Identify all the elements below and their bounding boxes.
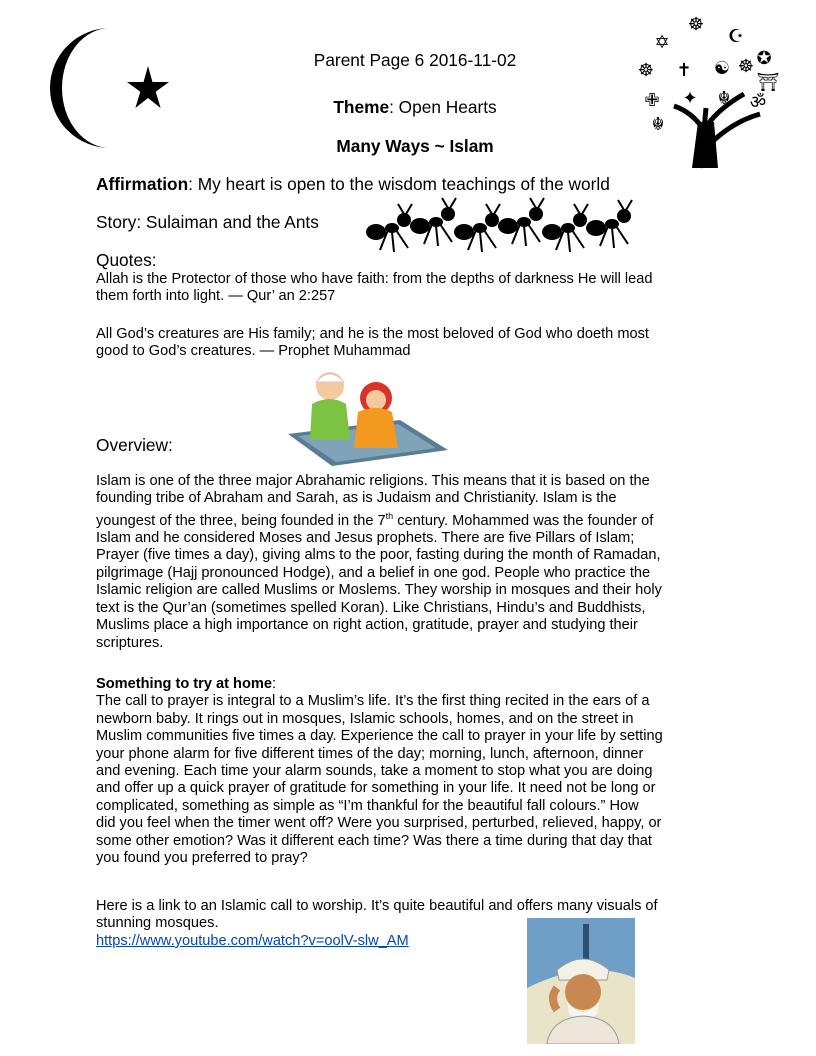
link-intro-line-2: stunning mosques. — [96, 915, 219, 932]
overview-line: Muslims place a high importance on right action, gratitude, prayer and studying their — [96, 617, 638, 634]
home-line: and offer up a quick prayer of gratitude for something in your life. It need not be long or — [96, 780, 656, 797]
svg-text:✡: ✡ — [654, 32, 670, 53]
overview-line: founding tribe of Abraham and Sarah, as is Judaism and Christianity. Islam is the — [96, 490, 617, 507]
theme-value: : Open Hearts — [389, 97, 497, 117]
affirmation-label: Affirmation — [96, 174, 189, 194]
praying-children-icon — [280, 364, 450, 468]
home-line: did you feel when the timer went off? Were you surprised, perturbed, relieved, happy, or — [96, 815, 662, 832]
quote-1 — [96, 271, 756, 306]
svg-text:☬: ☬ — [651, 114, 665, 135]
youtube-link[interactable]: https://www.youtube.com/watch?v=oolV-slw_AM — [96, 932, 409, 949]
affirmation-line — [96, 174, 776, 195]
svg-text:☯: ☯ — [713, 58, 731, 79]
svg-text:✝: ✝ — [676, 60, 692, 81]
religions-tree-icon — [632, 12, 792, 172]
home-section — [96, 676, 766, 867]
quote-2 — [96, 326, 756, 361]
page-subtitle: Many Ways ~ Islam — [336, 136, 494, 156]
home-line: Muslim communities five times a day. Experience the call to prayer in your life by setting — [96, 728, 663, 745]
theme-line — [270, 97, 560, 118]
link-section — [96, 898, 766, 950]
link-intro-line-1: Here is a link to an Islamic call to worship. It’s quite beautiful and offers many visuals of — [96, 898, 658, 914]
svg-text:✪: ✪ — [756, 48, 772, 69]
overview-line: pilgrimage (Hajj pronounced Hodge), and a belief in one god. People who practice the — [96, 564, 651, 581]
overview-line: Prayer (five times a day), giving alms to the poor, fasting during the month of Ramadan, — [96, 547, 661, 564]
quote-1-line-2: them forth into light. — Qur’ an 2:257 — [96, 288, 336, 305]
overview-line: text is the Qur’an (sometimes spelled Koran). Like Christians, Hindu’s and Buddhists, — [96, 599, 646, 616]
quote-2-line-1: All God’s creatures are His family; and he is the most beloved of God who doeth most — [96, 326, 649, 342]
crescent-star-icon — [48, 22, 178, 152]
ordinal-suffix: th — [385, 510, 394, 521]
overview-heading: Overview: — [96, 435, 173, 455]
home-line: and evening. Each time your alarm sounds, take a moment to stop what you are doing — [96, 763, 653, 780]
story-line: Story: Sulaiman and the Ants — [96, 212, 319, 232]
svg-text:⛩: ⛩ — [756, 72, 780, 93]
overview-line: Islam and he considered Moses and Jesus prophets. There are five Pillars of Islam; — [96, 530, 635, 547]
overview-line: Islamic religion are called Muslims or Moslems. They worship in mosques and their holy — [96, 582, 662, 599]
quote-2-line-2: good to God’s creatures. — Prophet Muhammad — [96, 343, 411, 360]
svg-text:☪: ☪ — [727, 26, 745, 47]
svg-text:ॐ: ॐ — [749, 92, 767, 113]
svg-text:☸: ☸ — [737, 56, 755, 77]
svg-text:☸: ☸ — [687, 14, 705, 35]
overview-line: youngest of the three, being founded in the 7th century. Mohammed was the founder of — [96, 510, 654, 529]
overview-body — [96, 473, 766, 652]
home-line: newborn baby. It rings out in mosques, Islamic schools, homes, and on the street in — [96, 710, 634, 727]
home-line: complicated, something as simple as “I’m thankful for the beautiful fall colours.” How — [96, 797, 639, 814]
quotes-heading: Quotes: — [96, 250, 157, 270]
home-line: your phone alarm for five different times of the day; morning, lunch, afternoon, dinner — [96, 745, 644, 762]
svg-text:✦: ✦ — [682, 88, 698, 109]
svg-text:☸: ☸ — [637, 60, 655, 81]
home-heading: Something to try at home: — [96, 676, 277, 692]
home-line: The call to prayer is integral to a Muslim’s life. It’s the first thing recited in the ears of a — [96, 693, 650, 710]
home-line: you found you preferred to pray? — [96, 850, 308, 867]
overview-line: scriptures. — [96, 634, 164, 651]
svg-text:☬: ☬ — [717, 88, 731, 109]
home-line: some other emotion? Was it different each time? Was there a time during that day that — [96, 832, 652, 849]
svg-text:✙: ✙ — [644, 90, 660, 111]
page-line: Parent Page 6 2016-11-02 — [313, 50, 517, 70]
marching-ants-icon — [364, 196, 644, 258]
theme-label: Theme — [333, 97, 390, 117]
overview-line: Islam is one of the three major Abrahamic religions. This means that it is based on the — [96, 473, 650, 489]
affirmation-text: : My heart is open to the wisdom teachings of the world — [188, 174, 610, 194]
muezzin-icon — [527, 918, 635, 1044]
quote-1-line-1: Allah is the Protector of those who have faith: from the depths of darkness He will lead — [96, 271, 653, 287]
